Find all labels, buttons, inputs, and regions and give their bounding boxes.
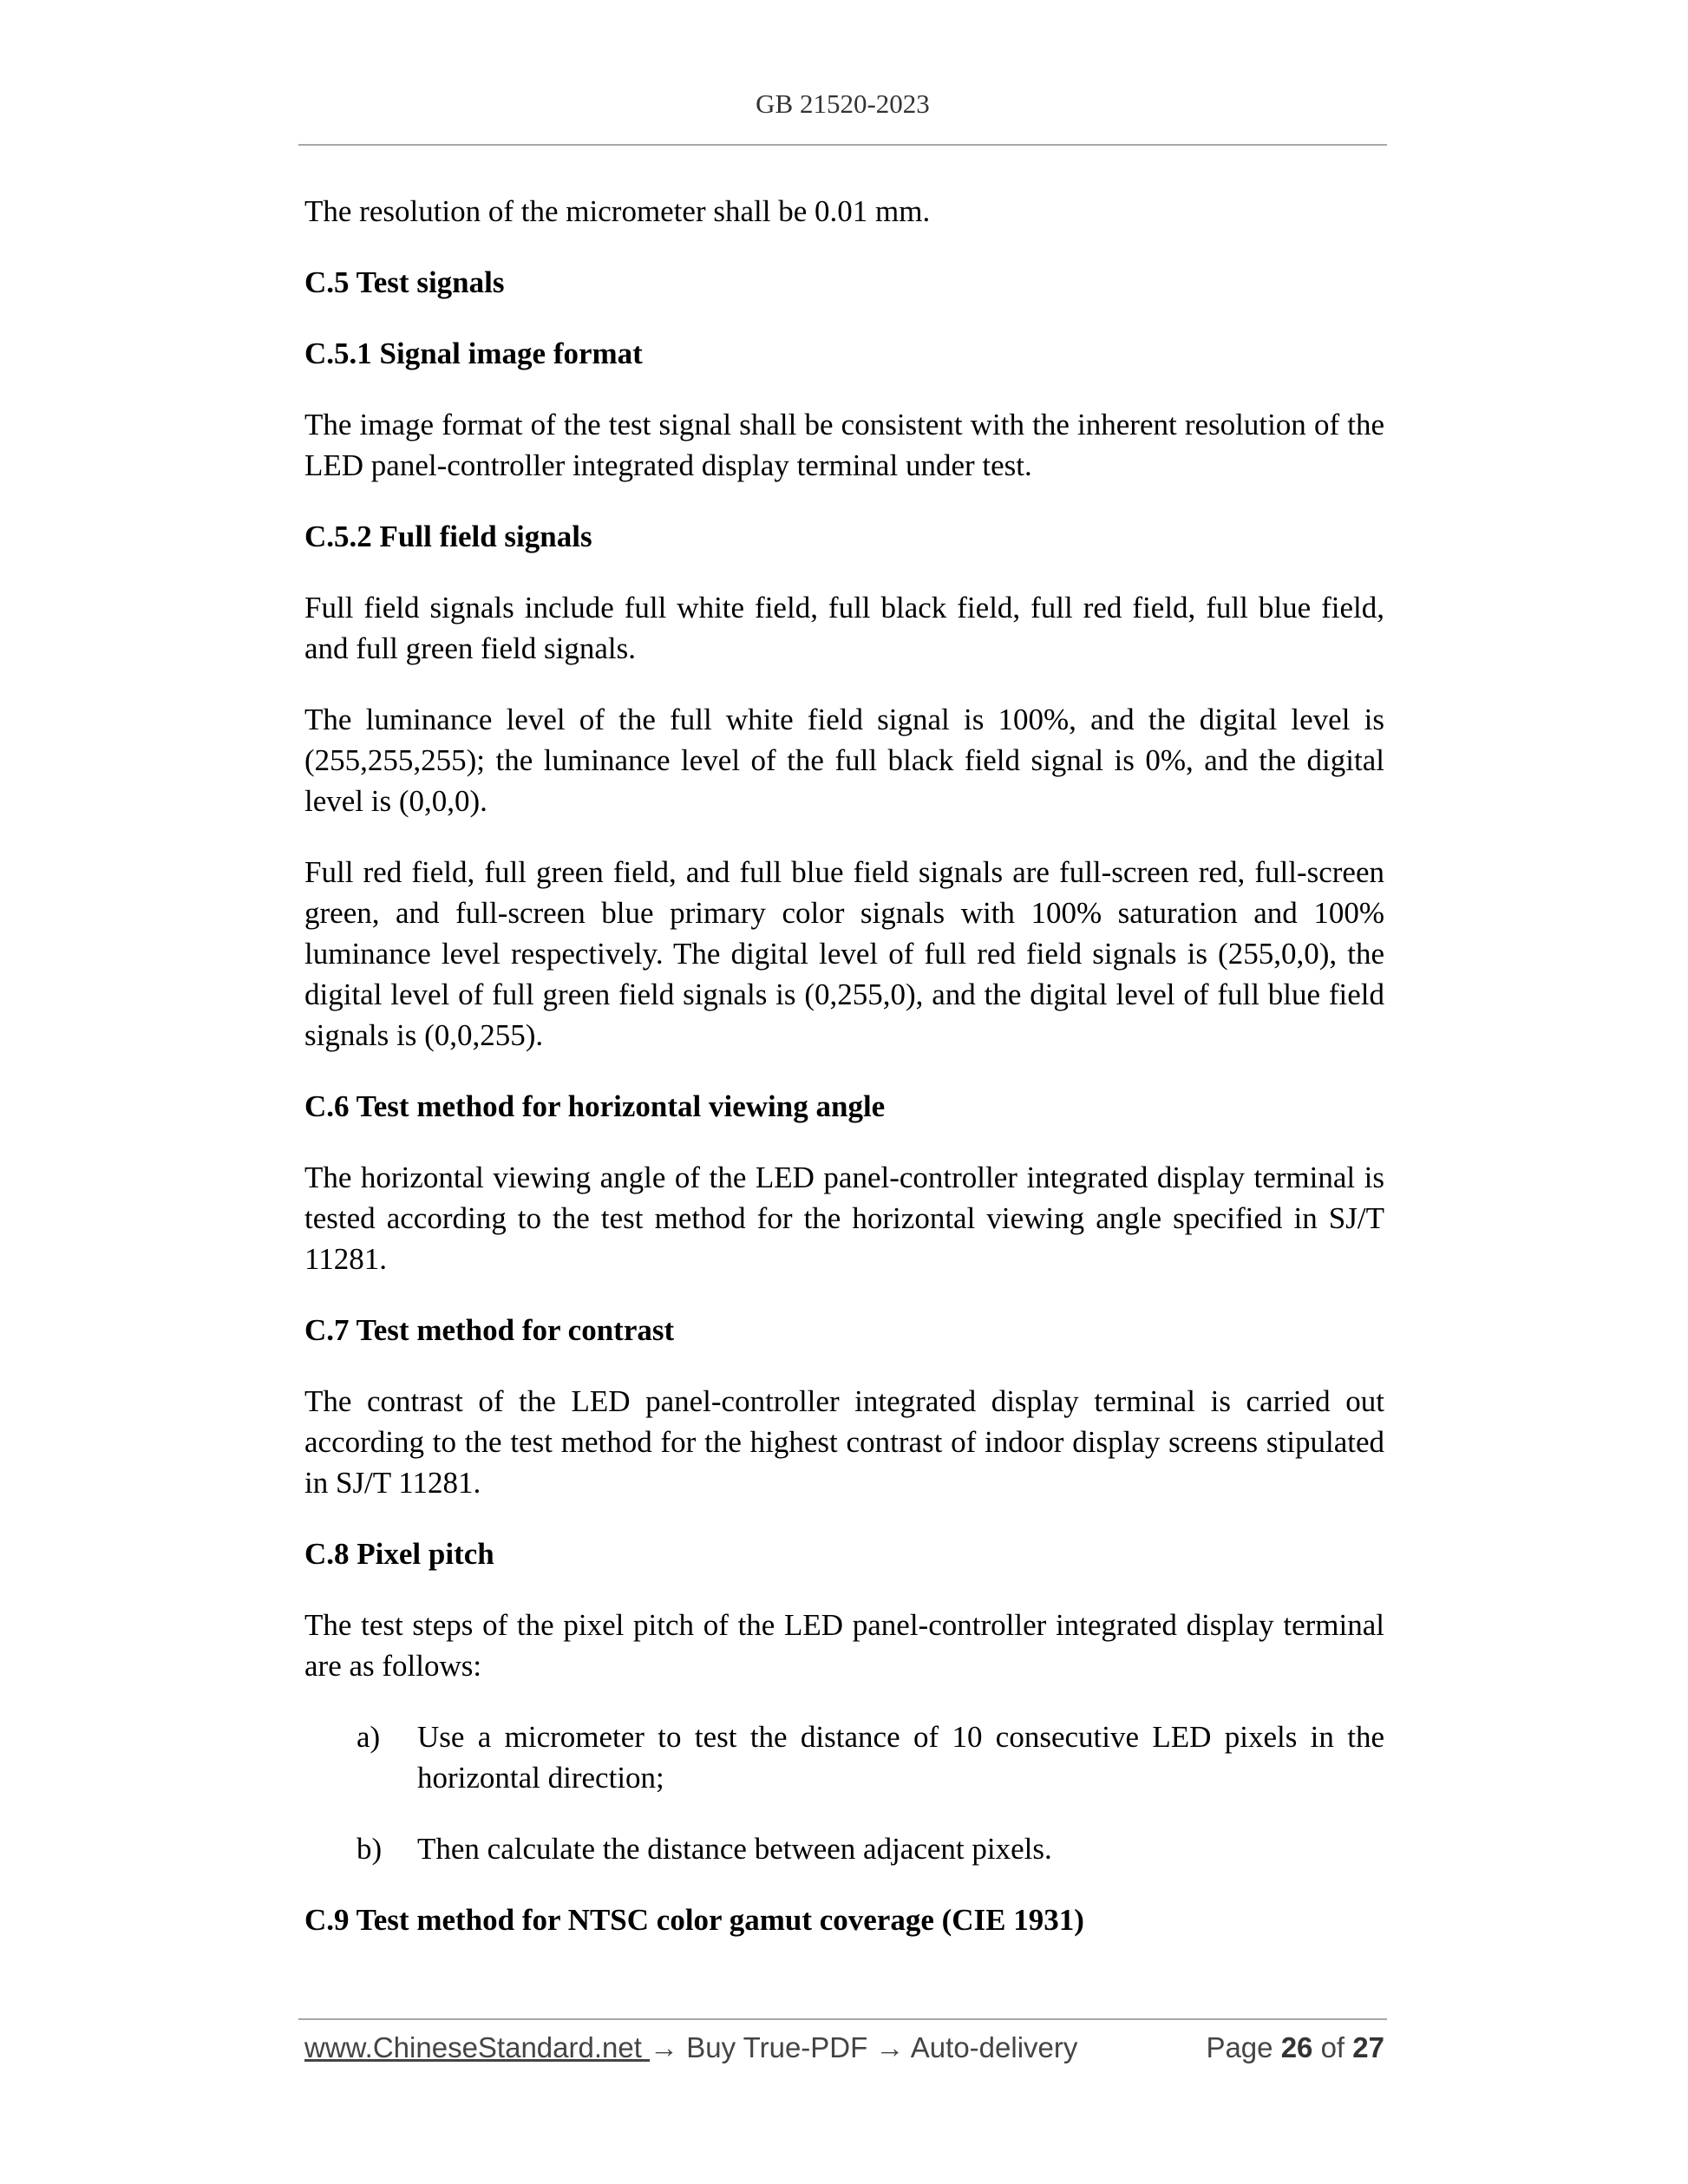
auto-delivery-text: Auto-delivery xyxy=(904,2031,1078,2063)
paragraph-image-format: The image format of the test signal shall be consistent with the inherent resolution of the LED panel-controller integrated display terminal under test. xyxy=(304,408,1384,482)
page-total: 27 xyxy=(1352,2031,1384,2063)
buy-true-pdf-text: Buy True-PDF xyxy=(678,2031,876,2063)
document-body xyxy=(304,191,1384,1971)
arrow-right-icon: → xyxy=(650,2031,679,2063)
heading-c8: C.8 Pixel pitch xyxy=(304,1537,494,1571)
paragraph-micrometer-resolution: The resolution of the micrometer shall be 0.01 mm. xyxy=(304,194,931,228)
website-link[interactable]: www.ChineseStandard.net xyxy=(304,2031,651,2063)
arrow-right-icon: → xyxy=(875,2031,905,2063)
paragraph-luminance-level: The luminance level of the full white field signal is 100%, and the digital level is (255,255,255); the luminance level of the full black field signal is 0%, and the digital level is (0,0,0). xyxy=(304,703,1384,818)
paragraph-horizontal-viewing-angle: The horizontal viewing angle of the LED panel-controller integrated display terminal is tested according to the test method for the horizontal viewing angle specified in SJ/T 11281. xyxy=(304,1161,1384,1276)
page-label: Page xyxy=(1206,2031,1273,2063)
heading-c5: C.5 Test signals xyxy=(304,265,505,299)
paragraph-contrast: The contrast of the LED panel-controller integrated display terminal is carried out according to the test method for the highest contrast of indoor display screens stipulated in SJ/T 11281. xyxy=(304,1384,1384,1500)
heading-c6: C.6 Test method for horizontal viewing angle xyxy=(304,1089,886,1123)
footer-rule xyxy=(298,2018,1387,2020)
footer-left xyxy=(304,2028,1077,2068)
list-item-text: Use a micrometer to test the distance of 10 consecutive LED pixels in the horizontal direction; xyxy=(417,1720,1384,1795)
of-label: of xyxy=(1320,2031,1345,2063)
page-number: 26 xyxy=(1280,2031,1313,2063)
paragraph-primary-color-signals: Full red field, full green field, and full blue field signals are full-screen red, full-screen green, and full-screen blue primary color signals with 100% saturation and 100% luminance level respectively. The digital level of full red field signals is (255,0,0), the digital level of full green field signals is (0,255,0), and the digital level of full blue field signals is (0,0,255). xyxy=(304,855,1384,1052)
list-item xyxy=(304,1716,1384,1798)
list-marker: a) xyxy=(357,1720,381,1754)
page-indicator xyxy=(1206,2028,1384,2068)
header-rule xyxy=(298,144,1387,146)
heading-c5-2: C.5.2 Full field signals xyxy=(304,520,592,553)
paragraph-pixel-pitch: The test steps of the pixel pitch of the LED panel-controller integrated display terminal are as follows: xyxy=(304,1608,1384,1683)
list-item xyxy=(304,1828,1384,1869)
paragraph-full-field-signals: Full field signals include full white field, full black field, full red field, full blue field, and full green field signals. xyxy=(304,591,1384,665)
page-header: GB 21520-2023 xyxy=(756,88,930,119)
heading-c9: C.9 Test method for NTSC color gamut coverage (CIE 1931) xyxy=(304,1903,1084,1937)
heading-c5-1: C.5.1 Signal image format xyxy=(304,337,643,370)
list-marker: b) xyxy=(357,1832,383,1866)
heading-c7: C.7 Test method for contrast xyxy=(304,1313,675,1347)
list-item-text: Then calculate the distance between adjacent pixels. xyxy=(417,1832,1052,1866)
